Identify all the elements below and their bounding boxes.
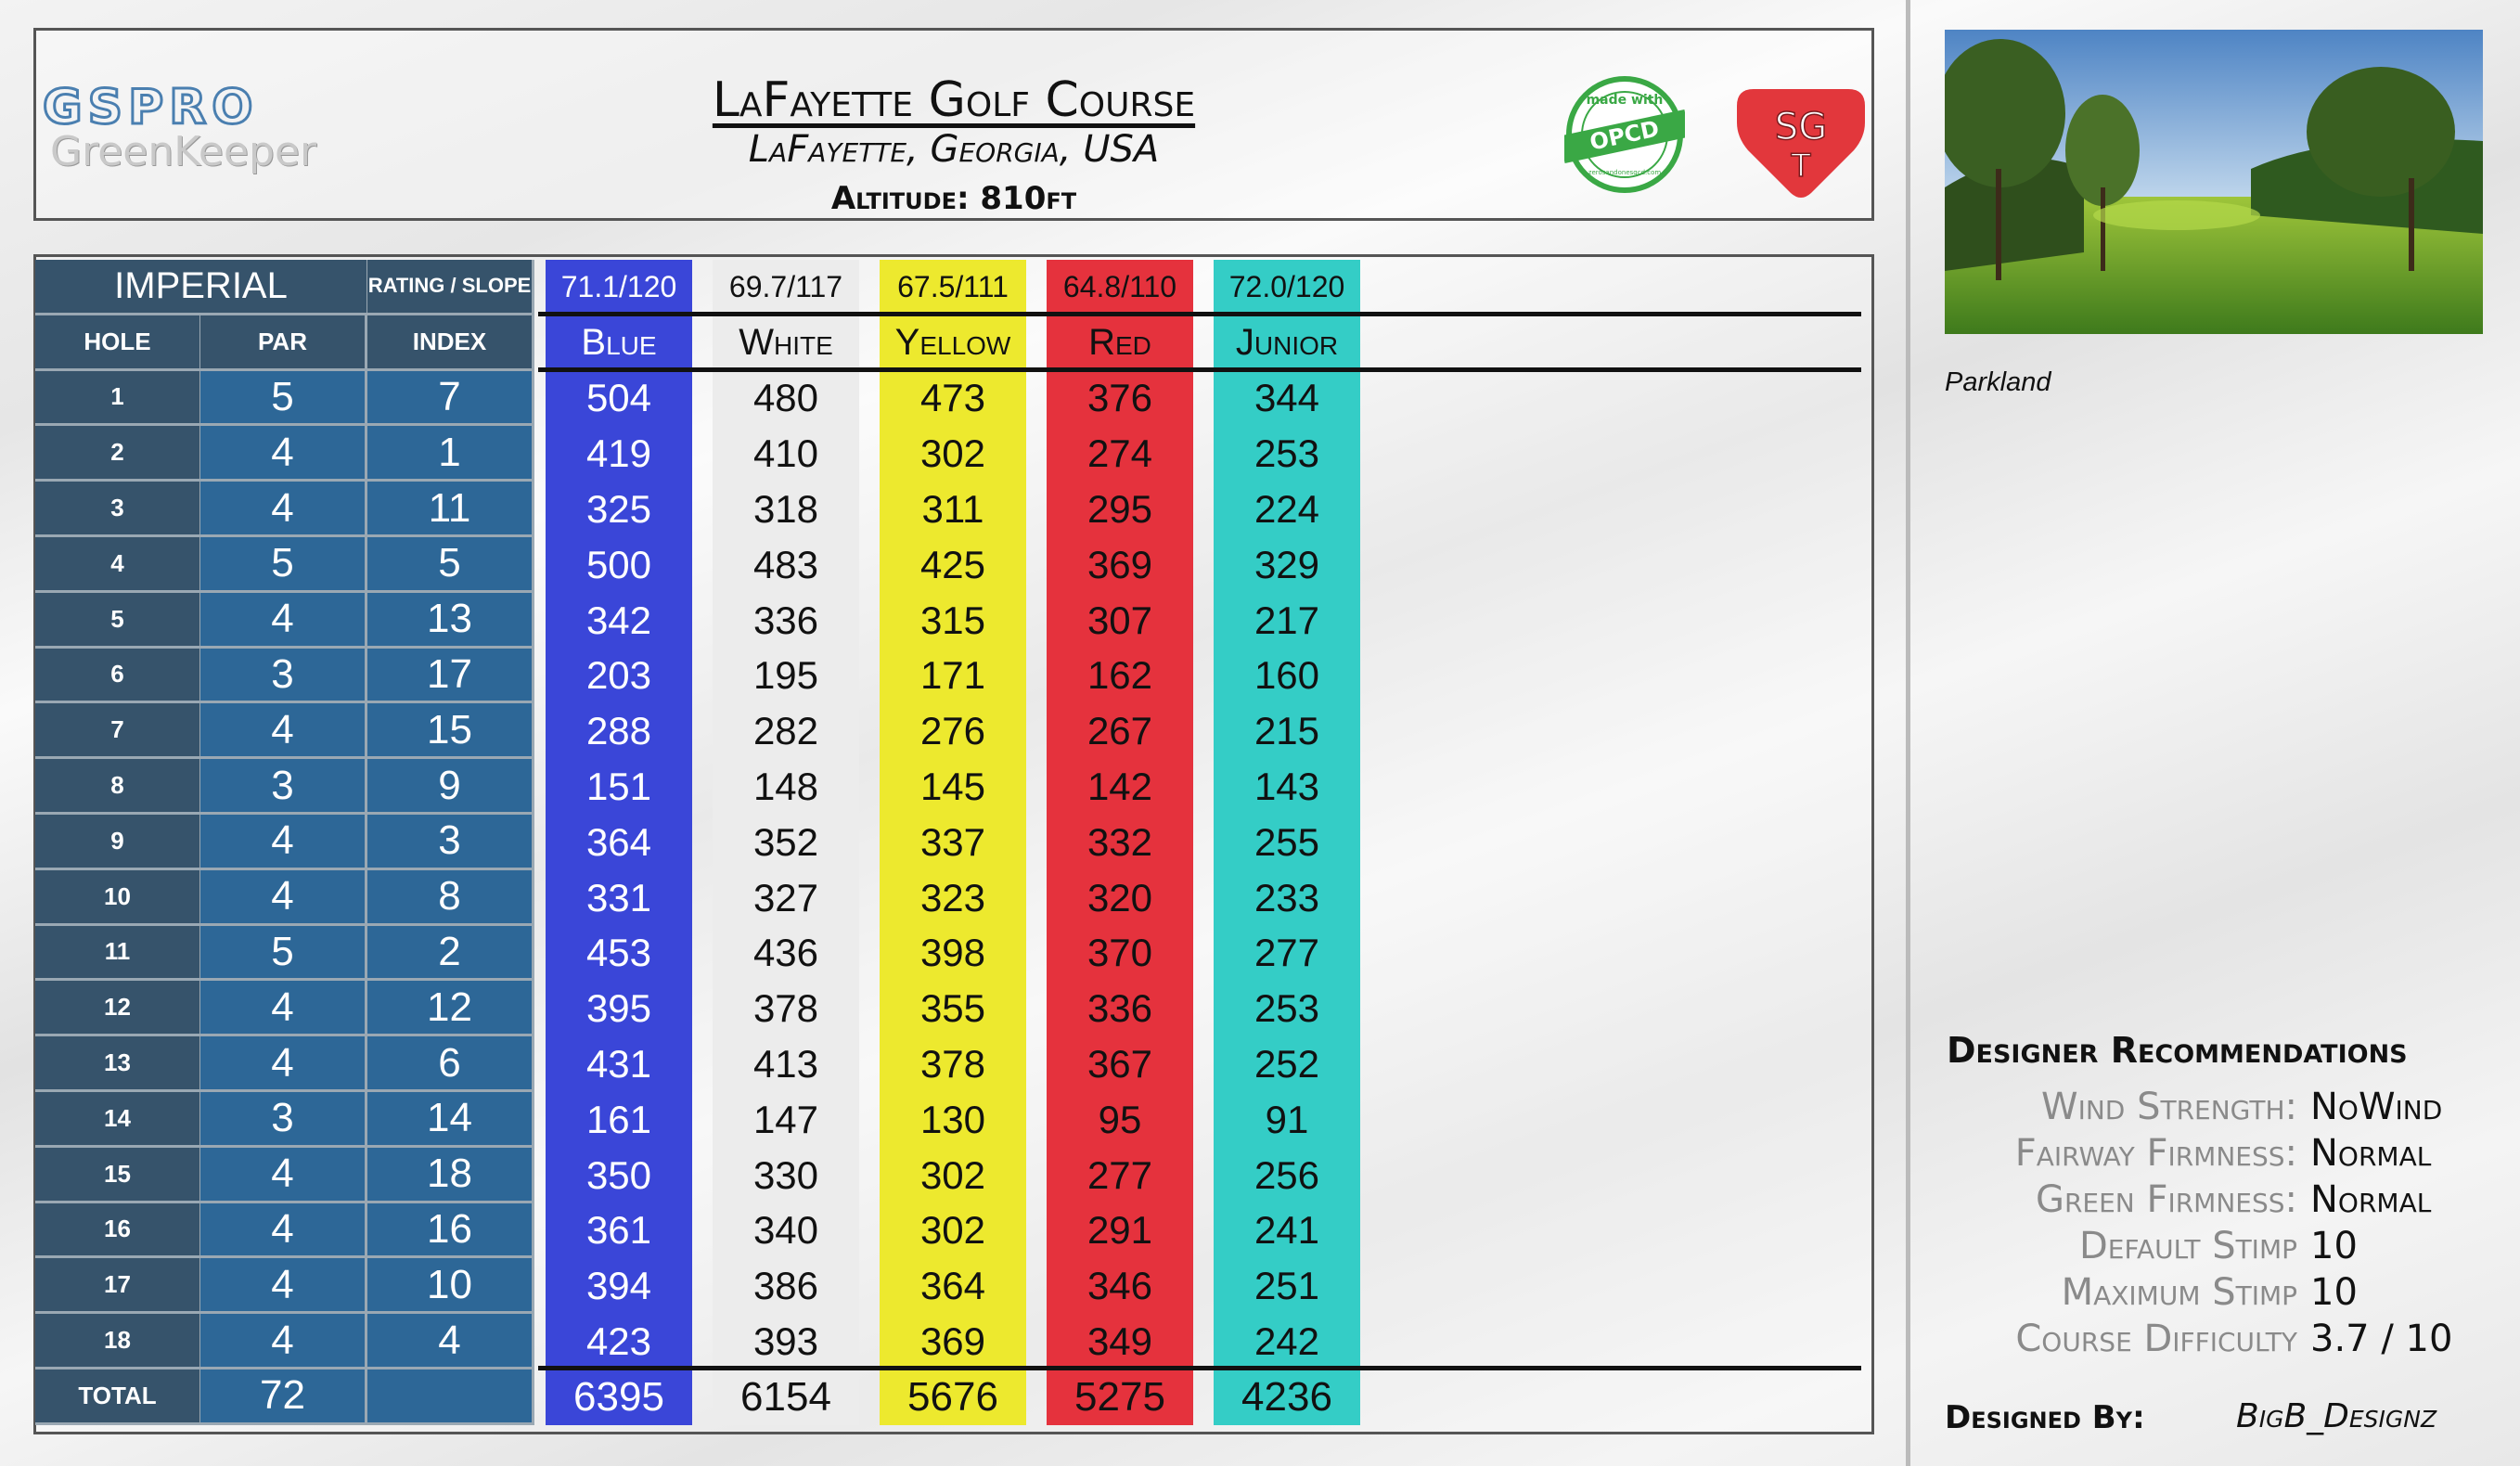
tee-name-white: White [739,322,833,364]
hole-yardage: 282 [752,709,819,753]
hole-number: 10 [35,870,202,926]
hole-yardage: 295 [1086,487,1153,532]
hole-yardage: 393 [752,1319,819,1364]
hole-yardage: 395 [585,986,652,1031]
hole-yardage: 378 [752,986,819,1031]
hole-yardage: 276 [919,709,986,753]
hole-par: 3 [200,649,367,704]
hole-yardage: 323 [919,875,986,919]
total-yardage-junior: 4236 [1241,1373,1332,1420]
hole-number: 5 [35,593,202,649]
hole-yardage: 148 [752,765,819,809]
recommendation-label: Maximum Stimp [2061,1271,2297,1314]
hole-index: 1 [367,426,534,482]
recommendation-label: Green Firmness: [2035,1178,2297,1221]
hole-yardage: 436 [752,931,819,975]
hole-number: 1 [35,371,202,427]
hole-number: 12 [35,981,202,1036]
hole-yardage: 171 [919,653,986,698]
opcd-main-text: OPCD [1587,115,1662,156]
recommendation-value: 3.7 / 10 [2310,1318,2453,1360]
hole-yardage: 241 [1254,1208,1320,1253]
course-photo [1945,30,2483,334]
tee-name-yellow: Yellow [894,322,1011,364]
hole-number: 18 [35,1314,202,1370]
hole-par: 4 [200,981,367,1036]
hole-number: 15 [35,1148,202,1203]
hole-number: 17 [35,1258,202,1314]
hole-yardage: 337 [919,819,986,864]
hole-yardage: 398 [919,931,986,975]
hole-yardage: 419 [585,431,652,476]
tee-rating-yellow: 67.5/111 [897,270,1009,304]
hole-number: 16 [35,1203,202,1259]
hole-yardage: 327 [752,875,819,919]
hole-yardage: 95 [1098,1097,1142,1141]
hole-par: 4 [200,426,367,482]
hole-yardage: 346 [1086,1264,1153,1308]
hole-yardage: 483 [752,542,819,586]
tee-name-junior: Junior [1235,322,1339,364]
recommendations-title: Designer Recommendations [1947,1030,2408,1071]
recommendation-value: 10 [2310,1271,2358,1314]
total-yardage-red: 5275 [1074,1373,1165,1420]
hole-yardage: 332 [1086,819,1153,864]
recommendation-value: NoWind [2310,1086,2443,1128]
hole-yardage: 320 [1086,875,1153,919]
hole-yardage: 504 [585,376,652,420]
total-index [367,1370,534,1425]
hole-yardage: 251 [1254,1264,1320,1308]
designed-by-label: Designed By: [1945,1399,2145,1436]
hole-yardage: 162 [1086,653,1153,698]
hole-par: 3 [200,759,367,815]
hole-index: 10 [367,1258,534,1314]
hole-yardage: 431 [585,1042,652,1087]
hole-yardage: 410 [752,431,819,476]
hole-number: 8 [35,759,202,815]
hole-par: 5 [200,926,367,982]
opcd-top-text: made with [1586,93,1664,108]
rating-slope-label: RATING / SLOPE [367,260,534,315]
hole-yardage: 161 [585,1097,652,1141]
hole-index: 15 [367,703,534,759]
hole-yardage: 369 [1086,542,1153,586]
hole-yardage: 151 [585,765,652,809]
hole-yardage: 376 [1086,376,1153,420]
hole-yardage: 277 [1086,1152,1153,1197]
hole-par: 4 [200,703,367,759]
hole-yardage: 413 [752,1042,819,1087]
course-location: LaFayette, Georgia, USA [748,128,1160,171]
hole-yardage: 147 [752,1097,819,1141]
total-yardage-blue: 6395 [573,1373,664,1420]
tee-rating-blue: 71.1/120 [560,270,677,304]
hole-yardage: 130 [919,1097,986,1141]
hole-par: 4 [200,870,367,926]
hole-yardage: 370 [1086,931,1153,975]
hole-par: 3 [200,1092,367,1148]
hole-index: 4 [367,1314,534,1370]
hole-yardage: 355 [919,986,986,1031]
hole-yardage: 350 [585,1152,652,1197]
course-title: LaFayette Golf Course [712,72,1196,128]
hole-par: 4 [200,1258,367,1314]
hole-index: 8 [367,870,534,926]
hole-par: 4 [200,1036,367,1092]
hole-yardage: 453 [585,931,652,975]
hole-yardage: 142 [1086,765,1153,809]
index-column-header: INDEX [367,315,534,371]
hole-yardage: 224 [1254,487,1320,532]
hole-par: 5 [200,537,367,593]
hole-yardage: 145 [919,765,986,809]
recommendation-label: Course Difficulty [2015,1318,2297,1360]
course-altitude: Altitude: 810ft [830,180,1077,217]
hole-yardage: 329 [1254,542,1320,586]
hole-yardage: 369 [919,1319,986,1364]
hole-par: 4 [200,593,367,649]
hole-yardage: 253 [1254,986,1320,1031]
tee-rating-junior: 72.0/120 [1228,270,1345,304]
hole-index: 18 [367,1148,534,1203]
hole-par: 4 [200,815,367,870]
hole-yardage: 274 [1086,431,1153,476]
hole-yardage: 215 [1254,709,1320,753]
hole-number: 14 [35,1092,202,1148]
designer-name: BigB_Designz [2236,1397,2437,1435]
hole-par: 4 [200,1314,367,1370]
hole-par: 4 [200,1148,367,1203]
hole-yardage: 423 [585,1319,652,1364]
hole-index: 11 [367,482,534,537]
opcd-bottom-text: zerosandonesgcd.com [1588,169,1662,176]
hole-yardage: 425 [919,542,986,586]
greenkeeper-logo-text: GreenKeeper [50,128,317,175]
hole-yardage: 378 [919,1042,986,1087]
divider [1906,0,1910,1466]
hole-yardage: 318 [752,487,819,532]
hole-index: 5 [367,537,534,593]
hole-yardage: 253 [1254,431,1320,476]
par-column-header: PAR [200,315,367,371]
hole-yardage: 394 [585,1264,652,1308]
hole-yardage: 386 [752,1264,819,1308]
hole-index: 12 [367,981,534,1036]
total-yardage-white: 6154 [740,1373,831,1420]
hole-column-header: HOLE [35,315,202,371]
hole-yardage: 344 [1254,376,1320,420]
hole-par: 5 [200,371,367,427]
hole-number: 4 [35,537,202,593]
hole-yardage: 473 [919,376,986,420]
hole-yardage: 336 [1086,986,1153,1031]
hole-yardage: 302 [919,431,986,476]
hole-number: 13 [35,1036,202,1092]
recommendation-value: 10 [2310,1225,2358,1267]
hole-yardage: 242 [1254,1319,1320,1364]
hole-number: 9 [35,815,202,870]
tee-rating-red: 64.8/110 [1062,270,1177,304]
hole-yardage: 233 [1254,875,1320,919]
hole-index: 3 [367,815,534,870]
hole-yardage: 340 [752,1208,819,1253]
hole-yardage: 267 [1086,709,1153,753]
hole-yardage: 367 [1086,1042,1153,1087]
hole-yardage: 311 [921,487,984,532]
hole-yardage: 330 [752,1152,819,1197]
recommendation-value: Normal [2310,1132,2432,1175]
hole-yardage: 352 [752,819,819,864]
hole-yardage: 364 [919,1264,986,1308]
hole-yardage: 160 [1254,653,1320,698]
hole-yardage: 143 [1254,765,1320,809]
hole-yardage: 288 [585,709,652,753]
hole-index: 6 [367,1036,534,1092]
gspro-logo: GSPRO [43,80,259,135]
total-label: TOTAL [35,1370,202,1425]
hole-yardage: 302 [919,1152,986,1197]
hole-index: 16 [367,1203,534,1259]
hole-yardage: 217 [1254,598,1320,642]
tee-name-blue: Blue [581,322,657,364]
hole-yardage: 203 [585,653,652,698]
hole-index: 14 [367,1092,534,1148]
hole-index: 17 [367,649,534,704]
table-rule [538,1366,1861,1370]
hole-par: 4 [200,1203,367,1259]
hole-yardage: 256 [1254,1152,1320,1197]
hole-yardage: 277 [1254,931,1320,975]
recommendation-value: Normal [2310,1178,2432,1221]
sgt-sub-text: T [1791,148,1811,185]
hole-yardage: 349 [1086,1319,1153,1364]
hole-yardage: 307 [1086,598,1153,642]
hole-number: 7 [35,703,202,759]
recommendation-label: Wind Strength: [2041,1086,2297,1128]
tee-rating-white: 69.7/117 [728,270,843,304]
hole-index: 13 [367,593,534,649]
hole-number: 2 [35,426,202,482]
hole-par: 4 [200,482,367,537]
hole-yardage: 291 [1086,1208,1153,1253]
hole-yardage: 302 [919,1208,986,1253]
tee-name-red: Red [1088,322,1151,364]
hole-yardage: 364 [585,819,652,864]
hole-yardage: 255 [1254,819,1320,864]
hole-number: 3 [35,482,202,537]
hole-yardage: 315 [919,598,986,642]
hole-yardage: 361 [585,1208,652,1253]
hole-yardage: 480 [752,376,819,420]
hole-number: 6 [35,649,202,704]
recommendation-label: Default Stimp [2078,1225,2297,1267]
course-type: Parkland [1945,367,2051,397]
hole-index: 9 [367,759,534,815]
hole-yardage: 500 [585,542,652,586]
total-yardage-yellow: 5676 [907,1373,998,1420]
hole-yardage: 252 [1254,1042,1320,1087]
hole-yardage: 336 [752,598,819,642]
total-par: 72 [200,1370,367,1425]
recommendation-label: Fairway Firmness: [2014,1132,2297,1175]
hole-yardage: 195 [752,653,819,698]
hole-yardage: 342 [585,598,652,642]
hole-number: 11 [35,926,202,982]
hole-index: 7 [367,371,534,427]
hole-yardage: 331 [585,875,652,919]
hole-yardage: 325 [585,487,652,532]
hole-yardage: 91 [1265,1097,1309,1141]
hole-index: 2 [367,926,534,982]
sgt-main-text: SG [1774,106,1828,148]
unit-label: IMPERIAL [35,260,369,315]
table-rule [538,367,1861,372]
table-rule [538,312,1861,316]
